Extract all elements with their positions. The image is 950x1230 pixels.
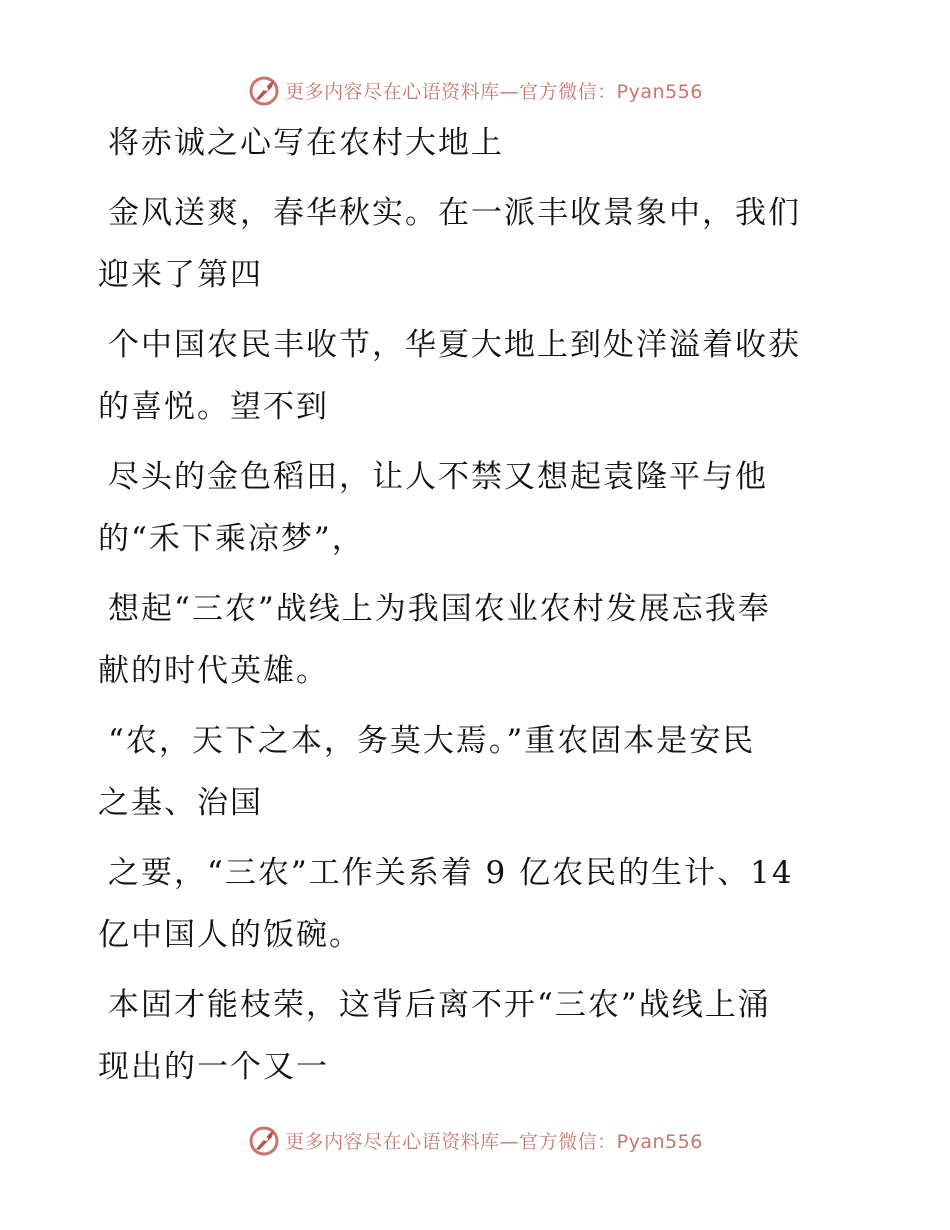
paragraph-line: 之要，“三农”工作关系着 9 亿农民的生计、14: [108, 855, 794, 891]
header-watermark-banner: [0, 70, 950, 110]
paragraph-line: 尽头的金色稻田，让人不禁又想起袁隆平与他: [108, 459, 768, 495]
paragraph-line: 亿中国人的饭碗。: [98, 917, 362, 953]
document-body: [98, 112, 858, 1098]
paragraph-line: 本固才能枝荣，这背后离不开“三农”战线上涌: [108, 987, 771, 1023]
paragraph-line: 想起“三农”战线上为我国农业农村发展忘我奉: [108, 591, 771, 627]
paragraph-line: 的喜悦。望不到: [98, 389, 329, 425]
paragraph-line: 现出的一个又一: [98, 1049, 329, 1085]
paragraph-line: 之基、治国: [98, 785, 263, 821]
document-title: 将赤诚之心写在农村大地上: [108, 125, 504, 161]
paragraph-line: 献的时代英雄。: [98, 653, 329, 689]
paragraph-line: 金风送爽，春华秋实。在一派丰收景象中，我们: [108, 195, 801, 231]
paragraph-line: 的“禾下乘凉梦”，: [98, 521, 365, 557]
footer-watermark-banner: [0, 1120, 950, 1160]
paragraph-line: “农，天下之本，务莫大焉。”重农固本是安民: [108, 723, 756, 759]
pen-nib-circle-icon: [247, 73, 281, 107]
paragraph-line: 个中国农民丰收节，华夏大地上到处洋溢着收获: [108, 327, 801, 363]
watermark-text: 更多内容尽在心语资料库—官方微信：Pyan556: [285, 80, 703, 103]
pen-nib-circle-icon: [247, 1123, 281, 1157]
paragraph-line: 迎来了第四: [98, 257, 263, 293]
watermark-text: 更多内容尽在心语资料库—官方微信：Pyan556: [285, 1130, 703, 1153]
